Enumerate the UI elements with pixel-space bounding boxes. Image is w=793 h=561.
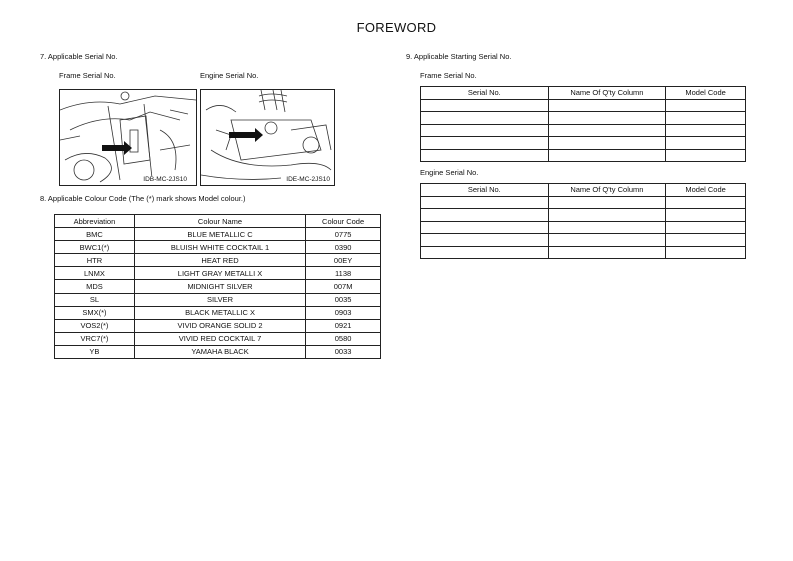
serial-no-cell (421, 234, 549, 247)
qty-column-cell (548, 234, 666, 247)
page-title: FOREWORD (356, 20, 437, 35)
colour-name-cell: HEAT RED (134, 254, 305, 267)
column-header-colour-code: Colour Code (306, 215, 381, 228)
model-code-cell (666, 149, 746, 162)
serial-no-cell (421, 196, 549, 209)
engine-serial-table (420, 183, 746, 259)
column-header-model-code: Model Code (666, 184, 746, 197)
table-row (55, 306, 381, 319)
colour-name-cell: VIVID RED COCKTAIL 7 (134, 332, 305, 345)
column-header-model-code: Model Code (666, 87, 746, 100)
serial-no-cell (421, 149, 549, 162)
colour-name-cell: VIVID ORANGE SOLID 2 (134, 319, 305, 332)
colour-name-cell: MIDNIGHT SILVER (134, 280, 305, 293)
table-row (421, 209, 746, 222)
serial-no-cell (421, 209, 549, 222)
qty-column-cell (548, 99, 666, 112)
colour-code-cell: 0033 (306, 345, 381, 358)
serial-no-cell (421, 221, 549, 234)
abbreviation-cell: VOS2(*) (55, 319, 135, 332)
frame-illustration (60, 90, 196, 185)
colour-code-cell: 0921 (306, 319, 381, 332)
colour-code-cell: 1138 (306, 267, 381, 280)
abbreviation-cell: BWC1(*) (55, 241, 135, 254)
colour-name-cell: BLUE METALLIC C (134, 228, 305, 241)
table-header-row (421, 184, 746, 197)
engine-serial-figure (200, 89, 335, 186)
column-header-serial-no: Serial No. (421, 184, 549, 197)
table-header-row (421, 87, 746, 100)
colour-code-table (54, 214, 381, 359)
colour-code-cell: 0903 (306, 306, 381, 319)
starting-engine-serial-label: Engine Serial No. (420, 168, 479, 177)
table-row (55, 345, 381, 358)
qty-column-cell (548, 137, 666, 150)
colour-code-cell: 0775 (306, 228, 381, 241)
table-row (421, 112, 746, 125)
model-code-cell (666, 112, 746, 125)
column-header-colour-name: Colour Name (134, 215, 305, 228)
abbreviation-cell: SMX(*) (55, 306, 135, 319)
model-code-cell (666, 246, 746, 259)
table-row (55, 293, 381, 306)
table-row (55, 332, 381, 345)
colour-code-cell: 0580 (306, 332, 381, 345)
qty-column-cell (548, 124, 666, 137)
table-row (421, 124, 746, 137)
column-header-serial-no: Serial No. (421, 87, 549, 100)
column-header-qty-column: Name Of Q'ty Column (548, 184, 666, 197)
model-code-cell (666, 124, 746, 137)
colour-code-cell: 0390 (306, 241, 381, 254)
model-code-cell (666, 234, 746, 247)
abbreviation-cell: LNMX (55, 267, 135, 280)
qty-column-cell (548, 221, 666, 234)
colour-code-cell: 007M (306, 280, 381, 293)
table-row (421, 246, 746, 259)
abbreviation-cell: HTR (55, 254, 135, 267)
table-row (55, 254, 381, 267)
colour-code-cell: 0035 (306, 293, 381, 306)
engine-illustration (201, 90, 334, 185)
table-row (55, 267, 381, 280)
qty-column-cell (548, 149, 666, 162)
table-row (55, 280, 381, 293)
abbreviation-cell: BMC (55, 228, 135, 241)
table-header-row (55, 215, 381, 228)
qty-column-cell (548, 112, 666, 125)
table-row (421, 99, 746, 112)
section-9-heading: 9. Applicable Starting Serial No. (406, 52, 512, 61)
model-code-cell (666, 137, 746, 150)
qty-column-cell (548, 196, 666, 209)
model-code-cell (666, 99, 746, 112)
frame-serial-label: Frame Serial No. (59, 71, 116, 80)
frame-figure-code: IDB-MC-2JS10 (143, 176, 187, 183)
serial-no-cell (421, 99, 549, 112)
column-header-qty-column: Name Of Q'ty Column (548, 87, 666, 100)
column-header-abbreviation: Abbreviation (55, 215, 135, 228)
abbreviation-cell: VRC7(*) (55, 332, 135, 345)
starting-frame-serial-label: Frame Serial No. (420, 71, 477, 80)
serial-no-cell (421, 246, 549, 259)
colour-code-cell: 00EY (306, 254, 381, 267)
serial-no-cell (421, 112, 549, 125)
colour-name-cell: BLACK METALLIC X (134, 306, 305, 319)
colour-name-cell: LIGHT GRAY METALLI X (134, 267, 305, 280)
model-code-cell (666, 209, 746, 222)
model-code-cell (666, 221, 746, 234)
table-row (421, 234, 746, 247)
qty-column-cell (548, 209, 666, 222)
colour-name-cell: SILVER (134, 293, 305, 306)
serial-no-cell (421, 137, 549, 150)
model-code-cell (666, 196, 746, 209)
frame-serial-figure (59, 89, 197, 186)
colour-name-cell: BLUISH WHITE COCKTAIL 1 (134, 241, 305, 254)
engine-figure-code: IDE-MC-2JS10 (286, 176, 330, 183)
serial-no-cell (421, 124, 549, 137)
table-row (55, 228, 381, 241)
abbreviation-cell: SL (55, 293, 135, 306)
qty-column-cell (548, 246, 666, 259)
section-7-heading: 7. Applicable Serial No. (40, 52, 118, 61)
abbreviation-cell: YB (55, 345, 135, 358)
table-row (55, 241, 381, 254)
engine-serial-label: Engine Serial No. (200, 71, 259, 80)
colour-name-cell: YAMAHA BLACK (134, 345, 305, 358)
table-row (421, 137, 746, 150)
table-row (421, 196, 746, 209)
table-row (55, 319, 381, 332)
abbreviation-cell: MDS (55, 280, 135, 293)
frame-serial-table (420, 86, 746, 162)
table-row (421, 221, 746, 234)
section-8-heading: 8. Applicable Colour Code (The (*) mark shows Model colour.) (40, 194, 246, 203)
table-row (421, 149, 746, 162)
